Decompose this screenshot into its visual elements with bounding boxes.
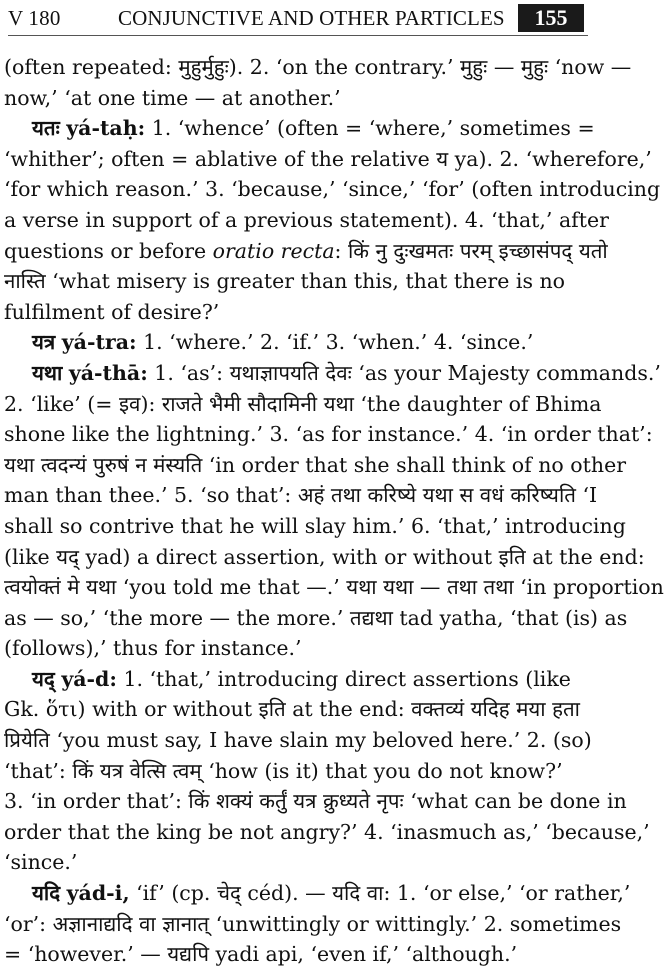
text-line: 3. ‘in order that’: किं शक्यं कर्तुं यत्र क्रुध्यते नृपः ‘what can be done in (4, 789, 627, 814)
entry-yad: यद् yá-d: 1. ‘that,’ introducing direct assertions (like (32, 666, 571, 691)
text-line: as — so,’ ‘the more — the more.’ तद्यथा tad yatha, ‘that (is) as (4, 605, 628, 630)
text-line: order that the king be not angry?’ 4. ‘inasmuch as,’ ‘because,’ (4, 819, 650, 844)
chapter-title: CONJUNCTIVE AND OTHER PARTICLES (118, 6, 505, 30)
entry-yatha: यथा yá-thā: 1. ‘as’: यथाज्ञापयति देवः ‘as your Majesty commands.’ (32, 360, 661, 385)
headword-devanagari: यद् (32, 666, 55, 691)
text-line: यथा त्वदन्यं पुरुषं न मंस्यति ‘in order that she shall think of no other (4, 452, 627, 477)
text-line: Gk. ὅτι) with or without इति at the end: वक्तव्यं यदिह मया हता (4, 697, 580, 722)
text-line: (often repeated: मुहुर्मुहुः). 2. ‘on the contrary.’ मुहुः — मुहुः ‘now — (4, 55, 632, 79)
text-line: = ‘however.’ — यद्यपि yadi api, ‘even if,’ ‘although.’ (4, 942, 518, 967)
text-line: (follows),’ thus for instance.’ (4, 636, 302, 661)
text-line: now,’ ‘at one time — at another.’ (4, 85, 341, 110)
italic-term: oratio recta (212, 238, 335, 263)
text-line: ‘or’: अज्ञानाद्यदि वा ज्ञानात् ‘unwittingly or wittingly.’ 2. sometimes (4, 911, 622, 936)
text-line: नास्ति ‘what misery is greater than this, that there is no (4, 269, 566, 294)
text-line: ‘that’: किं यत्र वेत्सि त्वम् ‘how (is it) that you do not know?’ (4, 758, 563, 783)
entry-yatra: यत्र yá-tra: 1. ‘where.’ 2. ‘if.’ 3. ‘when.’ 4. ‘since.’ (32, 330, 534, 355)
text-line: fulfilment of desire?’ (4, 299, 220, 324)
page-number: 155 (518, 4, 584, 32)
text-line: man than thee.’ 5. ‘so that’: अहं तथा करिष्ये यथा स वधं करिष्यति ‘I (4, 483, 598, 508)
text-line: (like यद् yad) a direct assertion, with or without इति at the end: (4, 544, 645, 569)
text-line: shall so contrive that he will slay him.’ 6. ‘that,’ introducing (4, 513, 626, 538)
text-line: shone like the lightning.’ 3. ‘as for instance.’ 4. ‘in order that’: (4, 422, 653, 447)
text-line: questions or before oratio recta: किं नु दुःखमतः परम् इच्छासंपद् यतो (4, 238, 608, 263)
section-number: V 180 (8, 6, 61, 30)
text-line: a verse in support of a previous statement). 4. ‘that,’ after (4, 207, 609, 232)
text-line: त्वयोक्तं मे यथा ‘you told me that —.’ यथा यथा — तथा तथा ‘in proportion (4, 575, 664, 600)
running-header (0, 4, 600, 34)
text-line: 2. ‘like’ (= इव): राजते भैमी सौदामिनी यथा ‘the daughter of Bhima (4, 391, 602, 416)
text-line: ‘whither’; often = ablative of the relative य ya). 2. ‘wherefore,’ (4, 146, 652, 171)
headword-transliteration: yá-thā: (68, 360, 148, 385)
entry-yadi: यदि yád-i, ‘if’ (cp. चेद् céd). — यदि वा: 1. ‘or else,’ ‘or rather,’ (32, 881, 631, 906)
headword-devanagari: यतः (32, 116, 60, 141)
headword-devanagari: यथा (32, 360, 63, 385)
headword-transliteration: yá-tra: (61, 330, 137, 355)
headword-transliteration: yá-d: (61, 666, 117, 691)
headword-devanagari: यदि (32, 881, 61, 906)
headword-devanagari: यत्र (32, 330, 56, 355)
text-line: ‘since.’ (4, 850, 78, 875)
text-line: ‘for which reason.’ 3. ‘because,’ ‘since,’ ‘for’ (often introducing (4, 177, 661, 202)
entry-yatah: यतः yá-taḥ: 1. ‘whence’ (often = ‘where,’ sometimes = (32, 116, 595, 141)
header-rule (8, 35, 588, 36)
headword-transliteration: yád-i, (66, 881, 130, 906)
body-text (4, 52, 664, 970)
headword-transliteration: yá-taḥ: (66, 116, 146, 141)
text-line: प्रियेति ‘you must say, I have slain my beloved here.’ 2. (so) (4, 728, 592, 753)
